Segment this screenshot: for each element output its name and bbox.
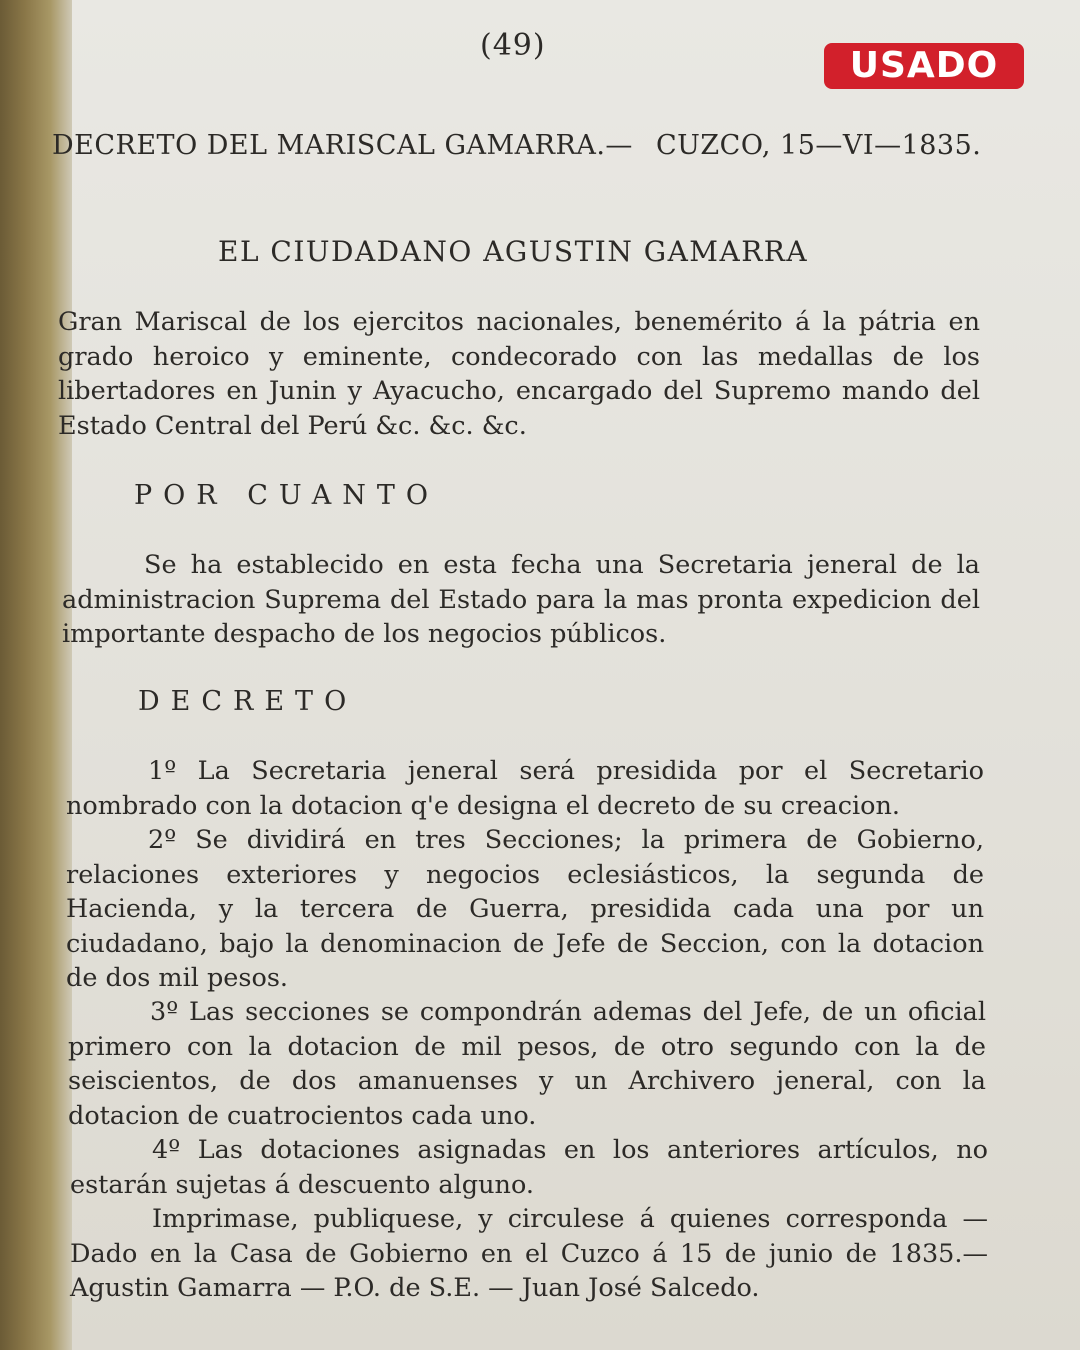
intro-paragraph: Gran Mariscal de los ejercitos nacionales, benemérito á la pátria en grado heroico y eminente, condecorado con las medallas de los libertadores en Junin y Ayacucho, encargado del Supremo mando del Estado Central del Perú &c. &c. &c.: [58, 307, 980, 441]
por-cuanto-heading: POR CUANTO: [134, 480, 440, 511]
article-1: 1º La Secretaria jeneral será presidida por el Secretario nombrado con la dotacion q'e designa el decreto de su creacion.: [66, 756, 984, 821]
article-3: 3º Las secciones se compondrán ademas del Jefe, de un oficial primero con la dotacion de mil pesos, de otro segundo con la de seiscientos, de dos amanuenses y un Archivero jeneral, con la dotacion de cuatrocientos cada uno.: [68, 997, 986, 1131]
article-2: 2º Se dividirá en tres Secciones; la primera de Gobierno, relaciones exteriores y negocios eclesiásticos, la segunda de Hacienda, y la tercera de Guerra, presidida cada una por un ciudadano, bajo la denominacion de Jefe de Seccion, con la dotacion de dos mil pesos.: [66, 825, 984, 993]
closing-paragraph: Imprimase, publiquese, y circulese á quienes corresponda — Dado en la Casa de Gobierno en el Cuzco á 15 de junio de 1835.— Agustin Gamarra — P.O. de S.E. — Juan José Salcedo.: [70, 1204, 988, 1303]
decree-heading: EL CIUDADANO AGUSTIN GAMARRA: [218, 235, 809, 268]
decree-header: [52, 130, 982, 161]
decree-place-date: CUZCO, 15—VI—1835.: [656, 130, 982, 161]
used-badge: USADO: [824, 43, 1024, 89]
page-number: (49): [480, 28, 546, 63]
book-spine-shadow: [0, 0, 72, 1350]
article-4: 4º Las dotaciones asignadas en los anteriores artículos, no estarán sujetas á descuento alguno.: [70, 1135, 988, 1200]
decree-title: DECRETO DEL MARISCAL GAMARRA.—: [52, 130, 633, 161]
considerando-paragraph: Se ha establecido en esta fecha una Secretaria jeneral de la administracion Suprema del Estado para la mas pronta expedicion del importante despacho de los negocios públicos.: [62, 550, 980, 649]
decreto-heading: DECRETO: [138, 686, 358, 717]
